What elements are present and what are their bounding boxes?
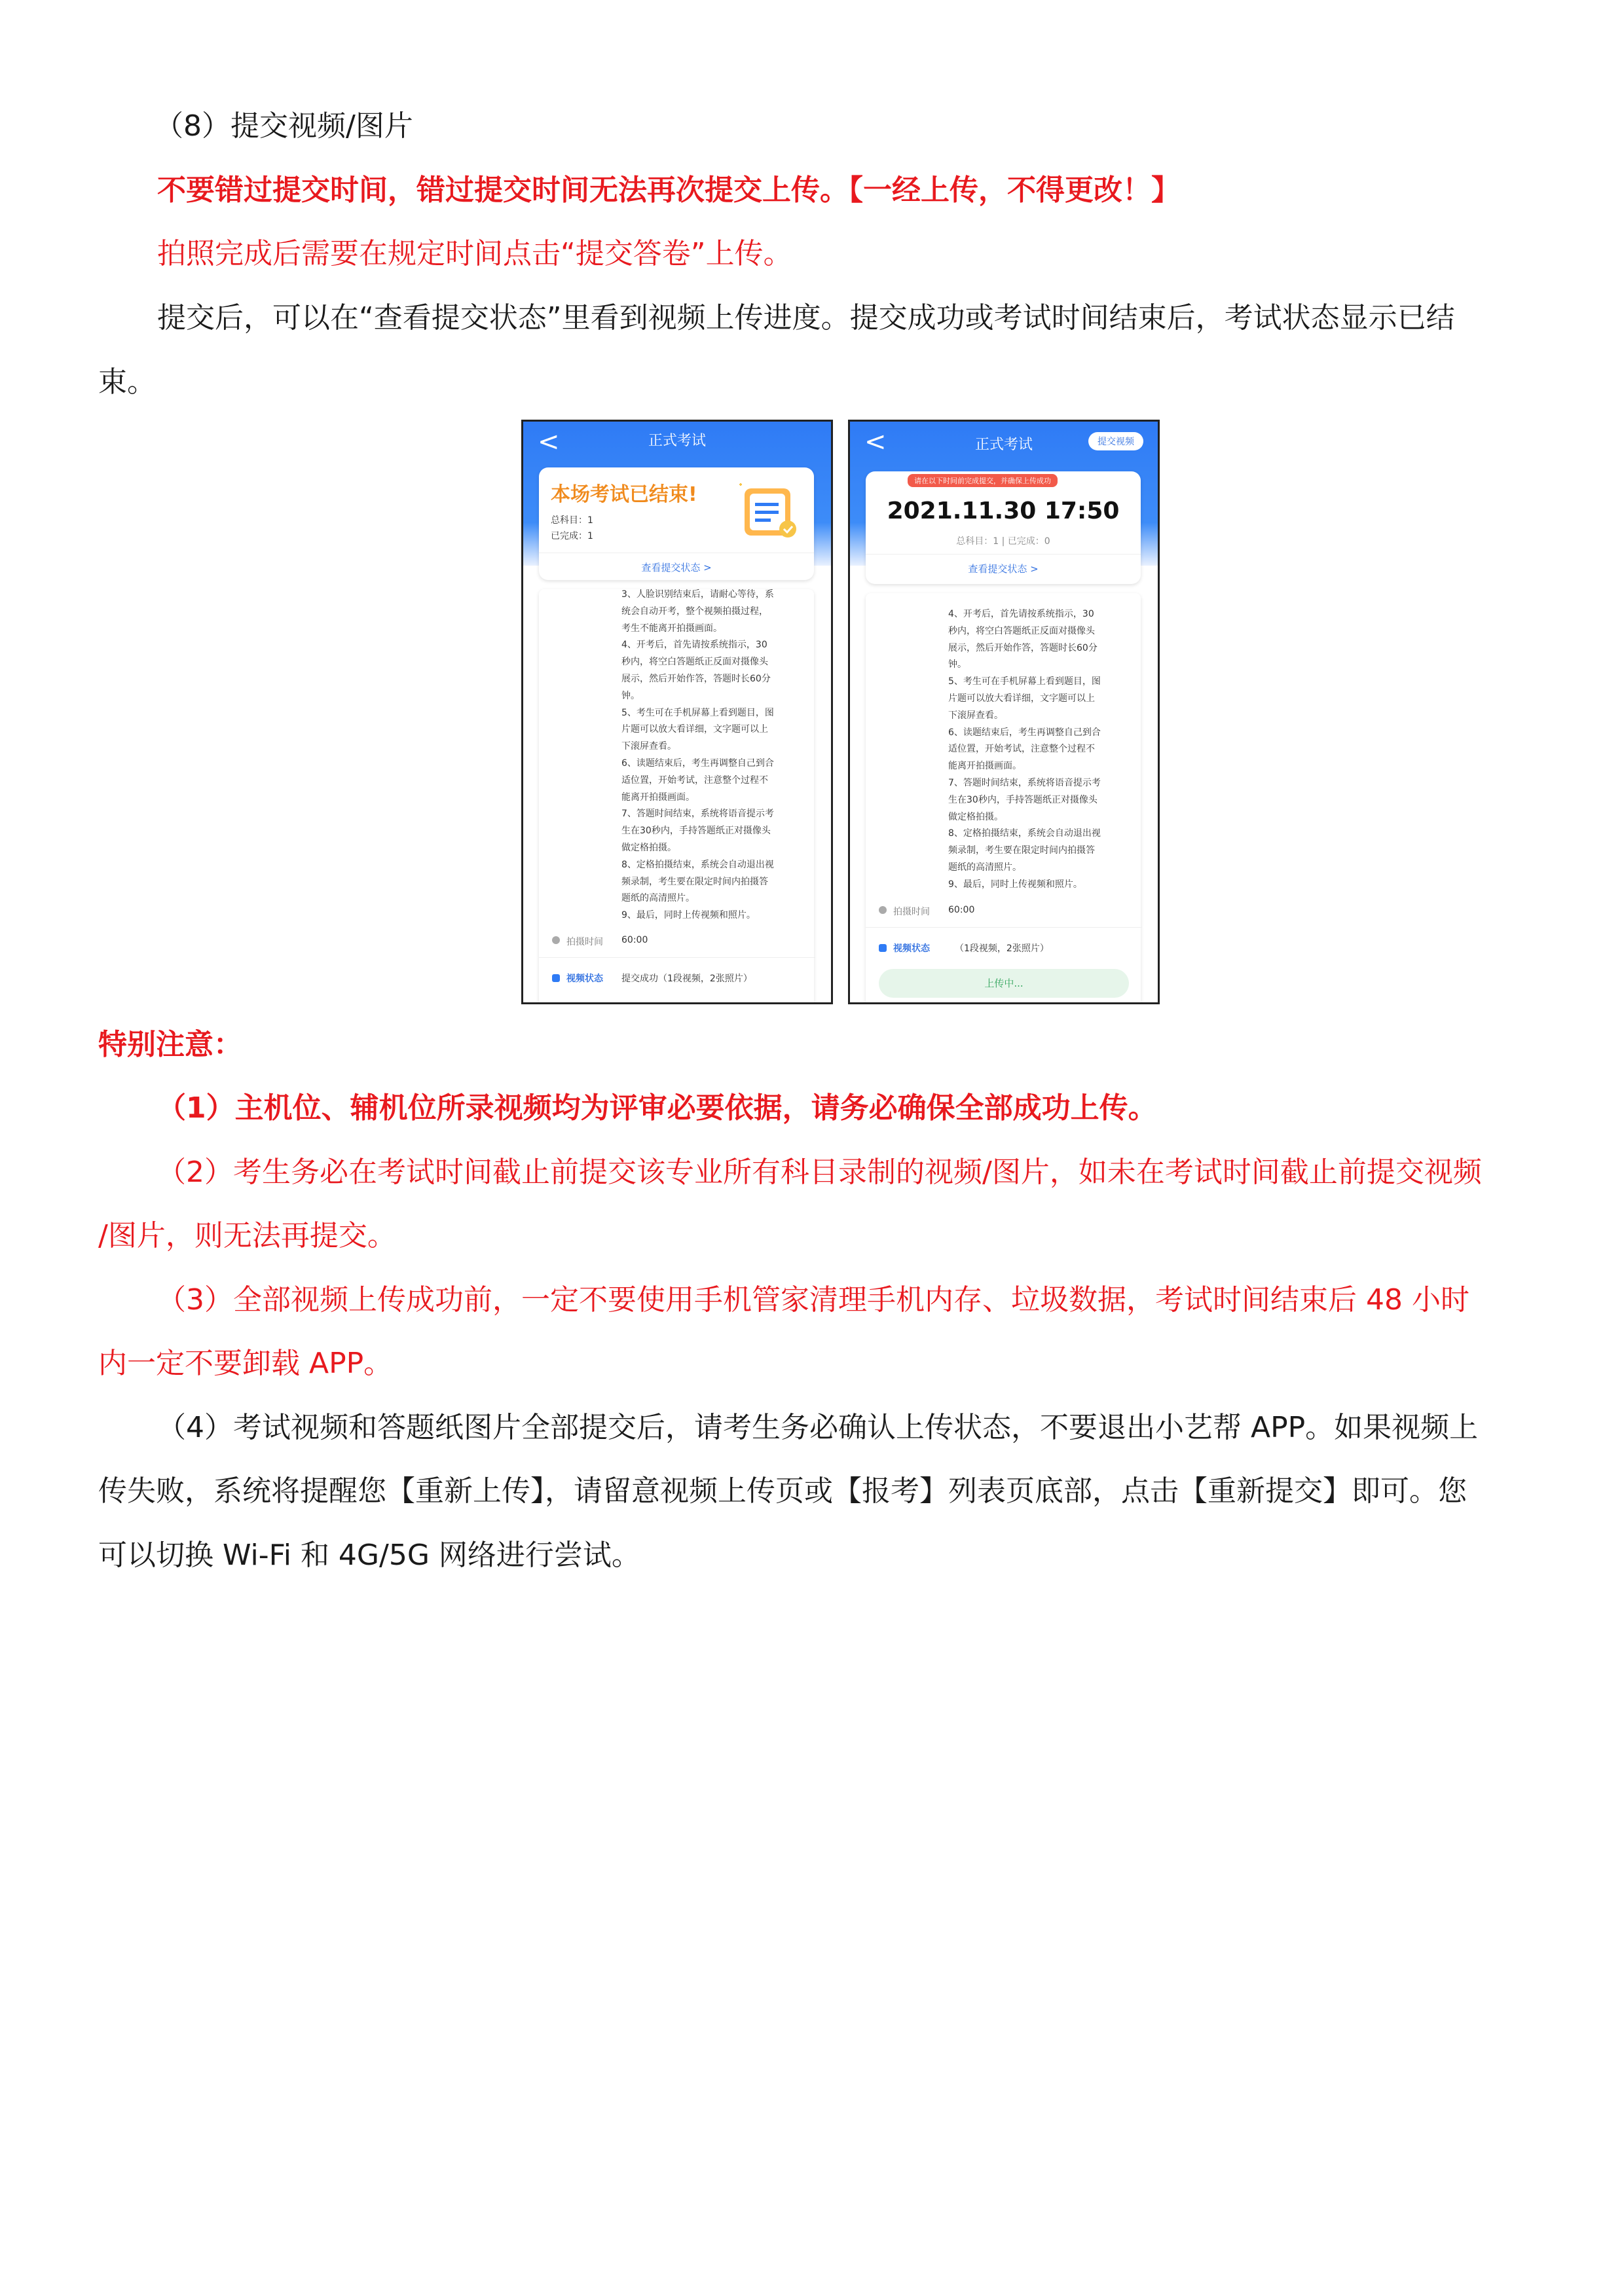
deadline-datetime: 2021.11.30 17:50 (887, 498, 1120, 524)
special-note-title: 特别注意： (98, 1028, 242, 1061)
paragraph-line-2: 束。 (98, 365, 156, 399)
note-4-line-1: （4）考试视频和答题纸图片全部提交后，请考生务必确认上传状态，不要退出小艺帮 APP。如果视频上 (157, 1411, 1479, 1444)
deadline-card (866, 471, 1141, 584)
note-2-line-2: /图片，则无法再提交。 (98, 1219, 396, 1252)
back-icon[interactable]: < (864, 427, 887, 457)
exam-rules-text: 3、人脸识别结束后，请耐心等待，系 统会自动开考，整个视频拍摄过程， 考生不能离开拍摄画面。 4、开考后，首先请按系统指示，30 秒内，将空白答题纸正反面对摄像头 展示，然后开始作答，答题时长60分 钟。 5、考生可在手机屏幕上看到题目，图 片题可以放大看详细，文字题可以上 下滚屏查看。 6、读题结束后，考生再调整自己到合 适位置，开始考试，注意整个过程不 能离开拍摄画面。 7、答题时间结束，系统将语音提示考 生在30秒内，手持答题纸正对摄像头 做定格拍摄。 8、定格拍摄结束，系统会自动退出视 频录制，考生要在限定时间内拍摄答 题纸的高清照片。 9、最后，同时上传视频和照片。 (621, 589, 774, 921)
note-3-line-1: （3）全部视频上传成功前，一定不要使用手机管家清理手机内存、垃圾数据，考试时间结束后 48 小时 (157, 1283, 1469, 1317)
screen-title: 正式考试 (648, 433, 706, 449)
section-title: （8）提交视频/图片 (155, 109, 413, 143)
note-4-line-3: 可以切换 Wi-Fi 和 4G/5G 网络进行尝试。 (98, 1539, 640, 1572)
submit-video-button[interactable]: 提交视频 (1088, 432, 1143, 450)
video-icon (552, 974, 560, 982)
done-count: 已完成：1 (551, 531, 593, 541)
instruction-red: 拍照完成后需要在规定时间点击“提交答卷”上传。 (157, 237, 792, 270)
divider (539, 957, 815, 958)
total-count: 总科目：1 (551, 515, 593, 526)
exam-rules-text: 4、开考后，首先请按系统指示，30 秒内，将空白答题纸正反面对摄像头 展示，然后开始作答，答题时长60分 钟。 5、考生可在手机屏幕上看到题目，图 片题可以放大看详细，文字题可以上 下滚屏查看。 6、读题结束后，考生再调整自己到合 适位置，开始考试，注意整个过程不 能离开拍摄画面。 7、答题时间结束，系统将语音提示考 生在30秒内，手持答题纸正对摄像头 做定格拍摄。 8、定格拍摄结束，系统会自动退出视 频录制，考生要在限定时间内拍摄答 题纸的高清照片。 9、最后，同时上传视频和照片。 (948, 609, 1101, 890)
video-icon (879, 944, 887, 952)
note-3-line-2: 内一定不要卸载 APP。 (98, 1347, 393, 1380)
divider (866, 927, 1142, 928)
shoot-time-value: 60:00 (948, 905, 975, 915)
status-card (539, 467, 814, 580)
screen-title: 正式考试 (974, 437, 1033, 453)
shoot-time-label: 拍摄时间 (893, 907, 930, 917)
warning-bold: 不要错过提交时间，错过提交时间无法再次提交上传。【一经上传，不得更改！】 (157, 173, 1180, 207)
uploading-button[interactable]: 上传中... (879, 969, 1129, 998)
shoot-time-value: 60:00 (621, 935, 648, 945)
check-status-link[interactable]: 查看提交状态 > (968, 563, 1039, 575)
video-status-label: 视频状态 (893, 943, 930, 954)
back-icon[interactable]: < (538, 427, 560, 457)
clock-icon (879, 906, 887, 914)
divider (866, 554, 1141, 555)
note-2-line-1: （2）考生务必在考试时间截止前提交该专业所有科目录制的视频/图片，如未在考试时间截止前提交视频 (157, 1156, 1482, 1189)
note-1: （1）主机位、辅机位所录视频均为评审必要依据，请务必确保全部成功上传。 (157, 1091, 1157, 1125)
deadline-notice: 请在以下时间前完成提交，并确保上传成功 (908, 474, 1058, 487)
shoot-time-label: 拍摄时间 (566, 937, 603, 947)
screenshot-submit-video (848, 420, 1160, 1004)
note-4-line-2: 传失败，系统将提醒您【重新上传】，请留意视频上传页或【报考】列表页底部，点击【重新提交】即可。您 (98, 1474, 1467, 1508)
exam-counts: 总科目：1 | 已完成：0 (956, 536, 1050, 547)
paragraph-line-1: 提交后，可以在“查看提交状态”里看到视频上传进度。提交成功或考试时间结束后，考试状态显示已结 (157, 301, 1455, 335)
screenshot-exam-ended (521, 420, 833, 1004)
exam-ended-banner: 本场考试已结束! (551, 483, 697, 506)
video-status-value: （1段视频，2张照片） (955, 943, 1049, 954)
check-status-link[interactable]: 查看提交状态 > (641, 562, 712, 574)
clipboard-done-icon (733, 477, 805, 542)
clock-icon (552, 936, 560, 944)
video-status-value: 提交成功（1段视频，2张照片） (621, 974, 752, 984)
video-status-label: 视频状态 (566, 974, 603, 984)
